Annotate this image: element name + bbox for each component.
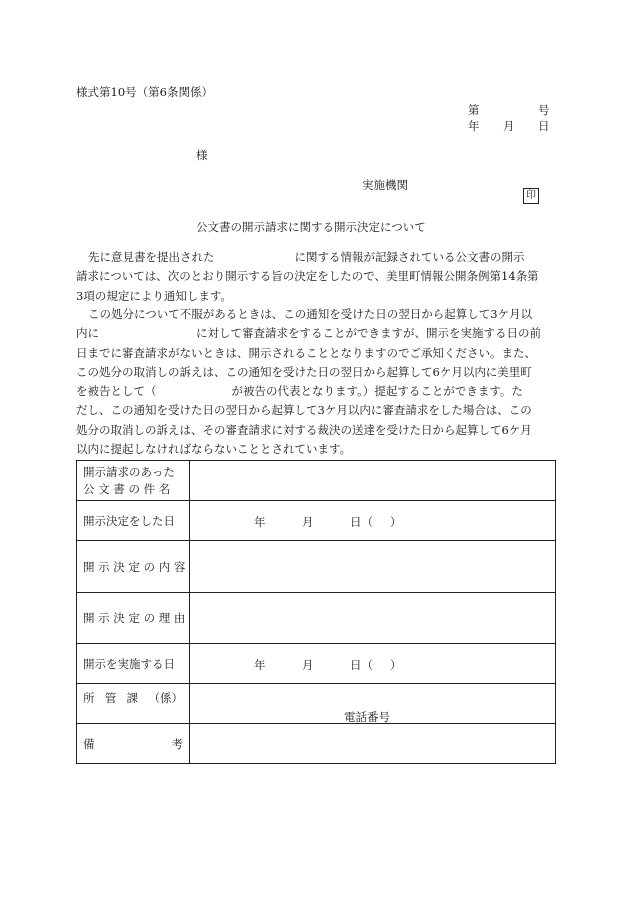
para2-line4: この処分の取消しの訴えは、この通知を受けた日の翌日から起算して6ケ月以内に美里町 [76,364,532,379]
table-row [77,684,556,724]
implementation-date-field[interactable] [190,644,556,684]
date-day: 日 [538,119,550,133]
row-label-decision-reason: 開 示 決 定 の 理 由 [77,593,190,644]
decision-reason-field[interactable] [190,593,556,644]
agency-label: 実施機関 [362,178,408,192]
para2-line8: 以内に提起しなければならないこととされています。 [76,442,352,457]
row-label-decision-content: 開 示 決 定 の 内 容 [77,541,190,593]
table-row [77,644,556,684]
para2-line3: 日までに審査請求がないときは、開示されることとなりますのでご承知ください。また、 [76,345,536,360]
label-char: 管 [104,691,117,705]
document-title: 公文書の開示請求に関する開示決定について [196,220,426,234]
department-field[interactable] [190,684,556,724]
para2-line5a: を被告として（ [76,384,157,399]
para2-line2a: 内に [76,326,99,341]
decision-date-day: 日（ [350,514,373,529]
para1-line1a: 先に意見書を提出された [88,250,215,264]
label-char: （係） [148,691,183,705]
implementation-date-month: 月 [302,657,314,672]
para2-line1: この処分について不服があるときは、この通知を受けた日の翌日から起算して3ケ月以 [88,307,533,321]
document-name-field[interactable] [190,461,556,501]
label-char: 課 [126,691,139,705]
row-label-department [77,684,190,724]
label-char: 所 [83,691,95,705]
decision-date-year: 年 [254,514,266,529]
table-row [77,541,556,593]
doc-number-suffix: 号 [538,103,550,117]
row-label-line: 公 文 書 の 件 名 [83,481,171,496]
remarks-field[interactable] [190,724,556,764]
decision-date-weekday-close: ） [390,514,402,529]
phone-label: 電話番号 [344,709,390,724]
para2-line6: だし、この通知を受けた日の翌日から起算して3ケ月以内に審査請求をした場合は、この [76,403,532,418]
disclosure-table [76,460,556,764]
table-row [77,724,556,764]
para2-line5b: が被告の代表となります。）提起することができます。た [231,384,523,399]
form-number: 様式第10号（第6条関係） [76,85,213,99]
row-label-implementation-date: 開示を実施する日 [77,644,190,684]
decision-date-month: 月 [302,514,314,529]
row-label-line: 開示請求のあった [83,464,175,479]
row-label-decision-date: 開示決定をした日 [77,501,190,541]
date-year: 年 [468,119,480,133]
para1-line2: 請求については、次のとおり開示する旨の決定をしたので、美里町情報公開条例第14条第 [76,269,539,284]
label-char: 備 [83,736,95,751]
doc-number-prefix: 第 [468,103,480,117]
row-label-remarks [77,724,190,764]
table-row [77,501,556,541]
date-month: 月 [503,119,515,133]
implementation-date-year: 年 [254,657,266,672]
addressee-honorific: 様 [196,148,208,162]
decision-content-field[interactable] [190,541,556,593]
seal-mark: 印 [523,188,539,204]
paragraph-notice [76,248,556,306]
para2-line7: 処分の取消しの訴えは、その審査請求に対する裁決の送達を受けた日から起算して6ケ月 [76,422,532,437]
table-row [77,461,556,501]
paragraph-appeal [76,305,556,459]
table-row [77,593,556,644]
implementation-date-weekday-close: ） [390,657,402,672]
row-label-document-name [77,461,190,501]
para1-line1b: に関する情報が記録されている公文書の開示 [294,250,525,264]
decision-date-field[interactable] [190,501,556,541]
label-char: 考 [171,736,183,751]
para2-line2b: に対して審査請求をすることができますが、開示を実施する日の前 [196,326,541,341]
implementation-date-day: 日（ [350,657,373,672]
para1-line3: 3項の規定により通知します。 [76,288,232,303]
